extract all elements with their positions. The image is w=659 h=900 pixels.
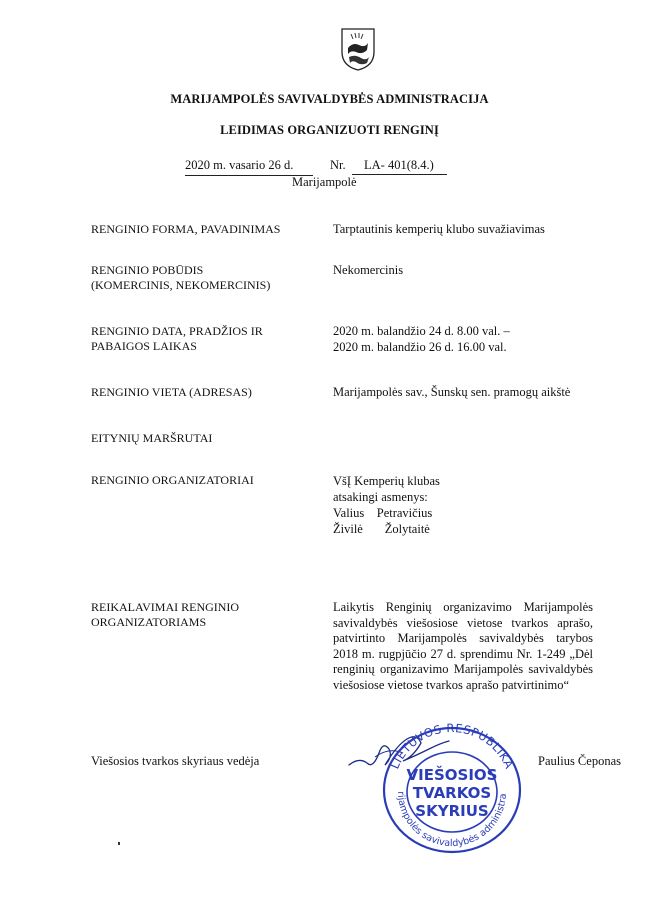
field-label-type: RENGINIO POBŪDIS (KOMERCINIS, NEKOMERCINIS)	[91, 263, 271, 292]
stamp-center-line1: VIEŠOSIOS	[406, 766, 498, 784]
stamp-center-line3: SKYRIUS	[415, 802, 489, 820]
field-value-requirements: Laikytis Renginių organizavimo Marijampolės savivaldybės viešosiose vietose tvarkos aprašo, patvirtinto Marijampolės savivaldybės tarybos 2018 m. rugpjūčio 27 d. sprendimu Nr. 1-249 „Dėl renginių organizavimo Marijampolės savivaldybės viešosiose vietose tvarkos aprašo patvirtinimo“	[333, 600, 593, 692]
field-label-requirements: REIKALAVIMAI RENGINIO ORGANIZATORIAMS	[91, 600, 240, 629]
document-title: LEIDIMAS ORGANIZUOTI RENGINĮ	[220, 123, 439, 137]
field-label-routes: EITYNIŲ MARŠRUTAI	[91, 431, 213, 445]
field-label-date: RENGINIO DATA, PRADŽIOS IR PABAIGOS LAIKAS	[91, 324, 263, 353]
signer-position: Viešosios tvarkos skyriaus vedėja	[91, 754, 260, 768]
field-value-form: Tarptautinis kemperių klubo suvažiavimas	[333, 222, 545, 236]
official-stamp	[374, 722, 530, 858]
document-date: 2020 m. vasario 26 d.	[185, 158, 313, 176]
svg-text:LIETUVOS RESPUBLIKA	[387, 722, 516, 771]
field-label-organizers: RENGINIO ORGANIZATORIAI	[91, 473, 254, 487]
stamp-ring-top: LIETUVOS RESPUBLIKA	[387, 722, 517, 771]
field-value-type: Nekomercinis	[333, 263, 404, 277]
organization-name: MARIJAMPOLĖS SAVIVALDYBĖS ADMINISTRACIJA	[170, 92, 489, 106]
field-label-location: RENGINIO VIETA (ADRESAS)	[91, 385, 252, 399]
field-value-location: Marijampolės sav., Šunskų sen. pramogų aikštė	[333, 385, 571, 399]
field-label-form: RENGINIO FORMA, PAVADINIMAS	[91, 222, 281, 236]
document-number: LA- 401(8.4.)	[352, 158, 447, 175]
stray-mark	[118, 842, 120, 845]
stamp-ring-bottom: rijampolės savivaldybės administra	[394, 791, 510, 850]
document-city: Marijampolė	[292, 175, 357, 189]
marijampole-coat-of-arms-icon	[339, 26, 377, 72]
field-value-date: 2020 m. balandžio 24 d. 8.00 val. – 2020 m. balandžio 26 d. 16.00 val.	[333, 324, 510, 354]
signer-name: Paulius Čeponas	[538, 754, 621, 768]
document-number-label: Nr.	[330, 158, 346, 172]
field-value-organizers: VšĮ Kemperių klubas atsakingi asmenys: Valius Petravičius Živilė Žolytaitė	[333, 474, 440, 536]
stamp-center-line2: TVARKOS	[412, 784, 492, 802]
